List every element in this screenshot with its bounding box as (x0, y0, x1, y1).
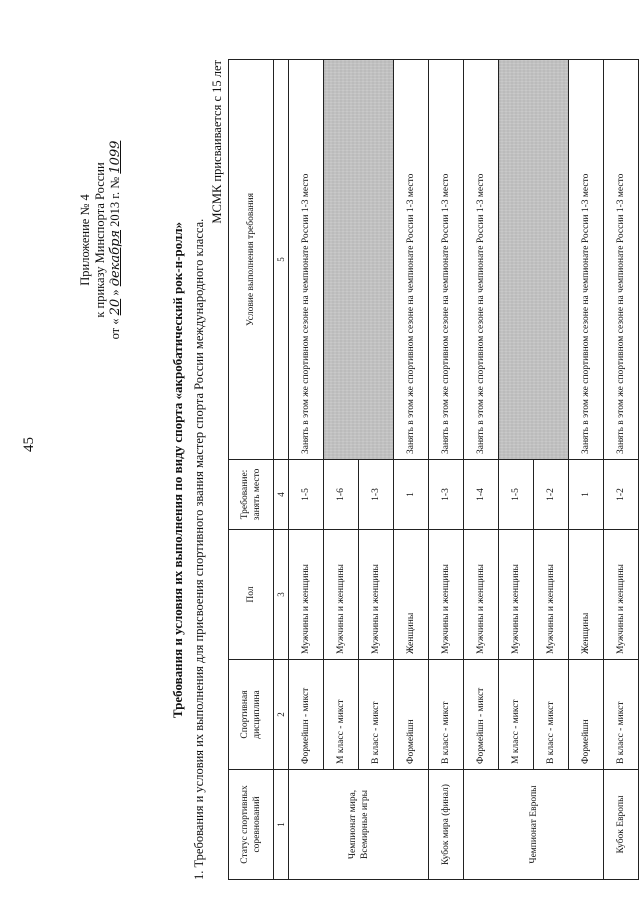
condition-cell-obscured (324, 60, 394, 460)
gender-cell: Женщины (569, 530, 604, 660)
place-cell: 1-3 (429, 460, 464, 530)
condition-cell: Занять в этом же спортивном сезоне на чемпионате России 1-3 место (604, 60, 639, 460)
gender-cell: Мужчины и женщины (429, 530, 464, 660)
page-number: 45 (21, 437, 37, 452)
header-discipline: Спортивная дисциплина (229, 660, 274, 770)
col-num-1: 1 (274, 770, 289, 880)
col-num-2: 2 (274, 660, 289, 770)
discipline-cell: Формейшн (394, 660, 429, 770)
discipline-cell: В класс - микст (604, 660, 639, 770)
place-cell: 1-5 (289, 460, 324, 530)
discipline-cell: Формейшн (569, 660, 604, 770)
column-number-row (274, 60, 289, 880)
document-title: Требования и условия их выполнения по виду спорта «акробатический рок-н-ролл» (170, 221, 185, 719)
table-row (289, 60, 324, 880)
gender-cell: Женщины (394, 530, 429, 660)
discipline-cell: В класс - микст (534, 660, 569, 770)
place-cell: 1 (569, 460, 604, 530)
discipline-cell: Формейшн - микст (289, 660, 324, 770)
handwritten-day: 20 (108, 298, 123, 316)
discipline-cell: Формейшн - микст (464, 660, 499, 770)
place-cell: 1-4 (464, 460, 499, 530)
gender-cell: Мужчины и женщины (324, 530, 359, 660)
discipline-cell: М класс - микст (499, 660, 534, 770)
gender-cell: Мужчины и женщины (499, 530, 534, 660)
date-year: 2013 г. № (108, 176, 122, 227)
condition-cell: Занять в этом же спортивном сезоне на чемпионате России 1-3 место (464, 60, 499, 460)
condition-cell: Занять в этом же спортивном сезоне на чемпионате России 1-3 место (289, 60, 324, 460)
table-row (429, 60, 464, 880)
condition-cell: Занять в этом же спортивном сезоне на чемпионате России 1-3 место (394, 60, 429, 460)
status-world-championship: Чемпионат мира, Всемирные игры (289, 770, 429, 880)
col-num-4: 4 (274, 460, 289, 530)
table-row (569, 60, 604, 880)
date-mid: » (108, 289, 122, 296)
appendix-block (78, 60, 123, 420)
status-european-cup: Кубок Европы (604, 770, 639, 880)
age-note: МСМК присваивается с 15 лет (210, 60, 224, 224)
appendix-title: Приложение № 4 (78, 194, 92, 286)
table-row (324, 60, 359, 880)
section-subtitle: 1. Требования и условия их выполнения для присвоения спортивного звания мастер спорта России международного класса. (192, 218, 206, 880)
gender-cell: Мужчины и женщины (359, 530, 394, 660)
gender-cell: Мужчины и женщины (534, 530, 569, 660)
condition-cell: Занять в этом же спортивном сезоне на чемпионате России 1-3 место (429, 60, 464, 460)
table-row (464, 60, 499, 880)
status-european-championship: Чемпионат Европы (464, 770, 604, 880)
rotated-document (40, 60, 626, 880)
place-cell: 1-5 (499, 460, 534, 530)
table-header-row (229, 60, 274, 880)
place-cell: 1-2 (534, 460, 569, 530)
handwritten-month: декабря (108, 229, 123, 287)
status-world-cup-final: Кубок мира (финал) (429, 770, 464, 880)
condition-cell-obscured (499, 60, 569, 460)
discipline-cell: В класс - микст (359, 660, 394, 770)
requirements-table (228, 59, 639, 880)
table-row (499, 60, 534, 880)
date-prefix: от « (108, 318, 122, 340)
gender-cell: Мужчины и женщины (604, 530, 639, 660)
appendix-date-line (108, 60, 123, 420)
header-place: Требование: занять место (229, 460, 274, 530)
table-row (604, 60, 639, 880)
table-row (394, 60, 429, 880)
header-status: Статус спортивных соревнований (229, 770, 274, 880)
place-cell: 1-3 (359, 460, 394, 530)
discipline-cell: М класс - микст (324, 660, 359, 770)
col-num-3: 3 (274, 530, 289, 660)
handwritten-number: 1099 (108, 140, 123, 174)
place-cell: 1-2 (604, 460, 639, 530)
gender-cell: Мужчины и женщины (289, 530, 324, 660)
header-condition: Условие выполнения требования (229, 60, 274, 460)
condition-cell: Занять в этом же спортивном сезоне на чемпионате России 1-3 место (569, 60, 604, 460)
place-cell: 1 (394, 460, 429, 530)
header-gender: Пол (229, 530, 274, 660)
discipline-cell: В класс - микст (429, 660, 464, 770)
col-num-5: 5 (274, 60, 289, 460)
appendix-order-ref: к приказу Минспорта России (93, 162, 107, 318)
gender-cell: Мужчины и женщины (464, 530, 499, 660)
place-cell: 1-6 (324, 460, 359, 530)
